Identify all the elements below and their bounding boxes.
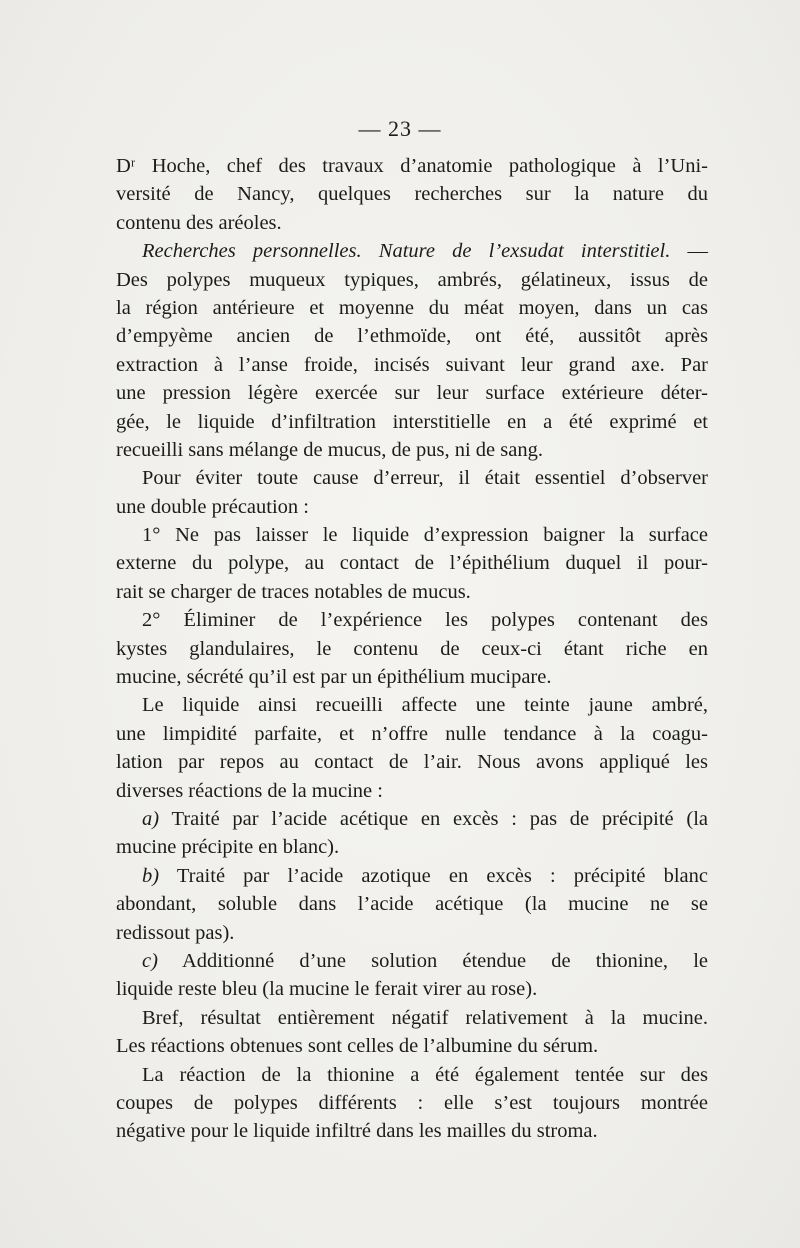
- text-line: [116, 833, 708, 861]
- text-line: [116, 549, 708, 577]
- text-line: [116, 805, 708, 833]
- text-line: [116, 464, 708, 492]
- line-text: coupes de polypes différents : elle s’est toujours montrée: [116, 1091, 708, 1114]
- text-line: [116, 748, 708, 776]
- text-line: [116, 322, 708, 350]
- line-text: mucine précipite en blanc).: [116, 836, 340, 859]
- text-line: [116, 635, 708, 663]
- text-line: [116, 777, 708, 805]
- line-text: extraction à l’anse froide, incisés suivant leur grand axe. Par: [116, 353, 708, 376]
- text-line: [116, 919, 708, 947]
- text-line: [116, 975, 708, 1003]
- line-text: 2° Éliminer de l’expérience les polypes contenant des: [142, 609, 708, 632]
- line-text: Bref, résultat entièrement négatif relativement à la mucine.: [142, 1006, 708, 1029]
- line-text: une double précaution :: [116, 495, 309, 518]
- line-text: externe du polype, au contact de l’épithélium duquel il pour-: [116, 552, 708, 575]
- line-text: négative pour le liquide infiltré dans les mailles du stroma.: [116, 1120, 598, 1143]
- line-text: contenu des aréoles.: [116, 211, 282, 234]
- text-line: [116, 1089, 708, 1117]
- body-text: [116, 152, 708, 1146]
- italic-text: Recherches personnelles. Nature de l’exsudat interstitiel.: [142, 240, 671, 263]
- italic-text: c): [142, 949, 158, 972]
- text-line: [116, 493, 708, 521]
- line-text: liquide reste bleu (la mucine le ferait virer au rose).: [116, 978, 538, 1001]
- line-text: une pression légère exercée sur leur surface extérieure déter-: [116, 382, 708, 405]
- italic-text: a): [142, 807, 160, 830]
- text-line: [116, 890, 708, 918]
- line-text: Dʳ Hoche, chef des travaux d’anatomie pathologique à l’Uni-: [116, 155, 708, 177]
- text-line: [116, 180, 708, 208]
- line-text: versité de Nancy, quelques recherches sur la nature du: [116, 183, 708, 206]
- line-text: recueilli sans mélange de mucus, de pus, ni de sang.: [116, 438, 543, 461]
- line-text: d’empyème ancien de l’ethmoïde, ont été, aussitôt après: [116, 325, 708, 348]
- line-text: Des polypes muqueux typiques, ambrés, gélatineux, issus de: [116, 268, 708, 291]
- text-line: [116, 1032, 708, 1060]
- line-text: diverses réactions de la mucine :: [116, 779, 383, 802]
- line-text: mucine, sécrété qu’il est par un épithélium mucipare.: [116, 666, 552, 689]
- text-line: [116, 1004, 708, 1032]
- line-text: La réaction de la thionine a été également tentée sur des: [142, 1063, 708, 1086]
- line-text: Traité par l’acide azotique en excès : précipité blanc: [159, 864, 708, 887]
- text-line: [116, 1061, 708, 1089]
- line-text: abondant, soluble dans l’acide acétique (la mucine ne se: [116, 893, 708, 916]
- line-text: gée, le liquide d’infiltration interstitielle en a été exprimé et: [116, 410, 708, 433]
- page-number: — 23 —: [358, 116, 442, 141]
- line-text: une limpidité parfaite, et n’offre nulle tendance à la coagu-: [116, 722, 708, 745]
- text-line: [116, 294, 708, 322]
- line-text: kystes glandulaires, le contenu de ceux-ci étant riche en: [116, 637, 708, 660]
- text-line: [116, 266, 708, 294]
- text-line: [116, 578, 708, 606]
- line-text: rait se charger de traces notables de mucus.: [116, 580, 471, 603]
- text-line: [116, 436, 708, 464]
- text-line: [116, 408, 708, 436]
- text-line: [116, 379, 708, 407]
- line-text: Additionné d’une solution étendue de thionine, le: [157, 949, 708, 972]
- line-text: Traité par l’acide acétique en excès : pas de précipité (la: [159, 807, 708, 830]
- text-line: [116, 521, 708, 549]
- line-text: Le liquide ainsi recueilli affecte une teinte jaune ambré,: [142, 694, 708, 717]
- text-line: [116, 720, 708, 748]
- line-text: lation par repos au contact de l’air. Nous avons appliqué les: [116, 751, 708, 774]
- text-line: [116, 663, 708, 691]
- line-text: redissout pas).: [116, 921, 235, 944]
- text-line: [116, 237, 708, 265]
- line-text: la région antérieure et moyenne du méat moyen, dans un cas: [116, 296, 708, 319]
- text-line: [116, 606, 708, 634]
- text-line: [116, 351, 708, 379]
- text-line: [116, 1117, 708, 1145]
- text-line: [116, 947, 708, 975]
- line-text: 1° Ne pas laisser le liquide d’expression baigner la surface: [142, 524, 708, 547]
- line-text: —: [670, 240, 708, 263]
- text-line: [116, 862, 708, 890]
- text-line: [116, 152, 708, 180]
- text-line: [116, 209, 708, 237]
- text-line: [116, 691, 708, 719]
- line-text: Pour éviter toute cause d’erreur, il était essentiel d’observer: [142, 467, 708, 490]
- italic-text: b): [142, 864, 160, 887]
- line-text: Les réactions obtenues sont celles de l’albumine du sérum.: [116, 1035, 599, 1058]
